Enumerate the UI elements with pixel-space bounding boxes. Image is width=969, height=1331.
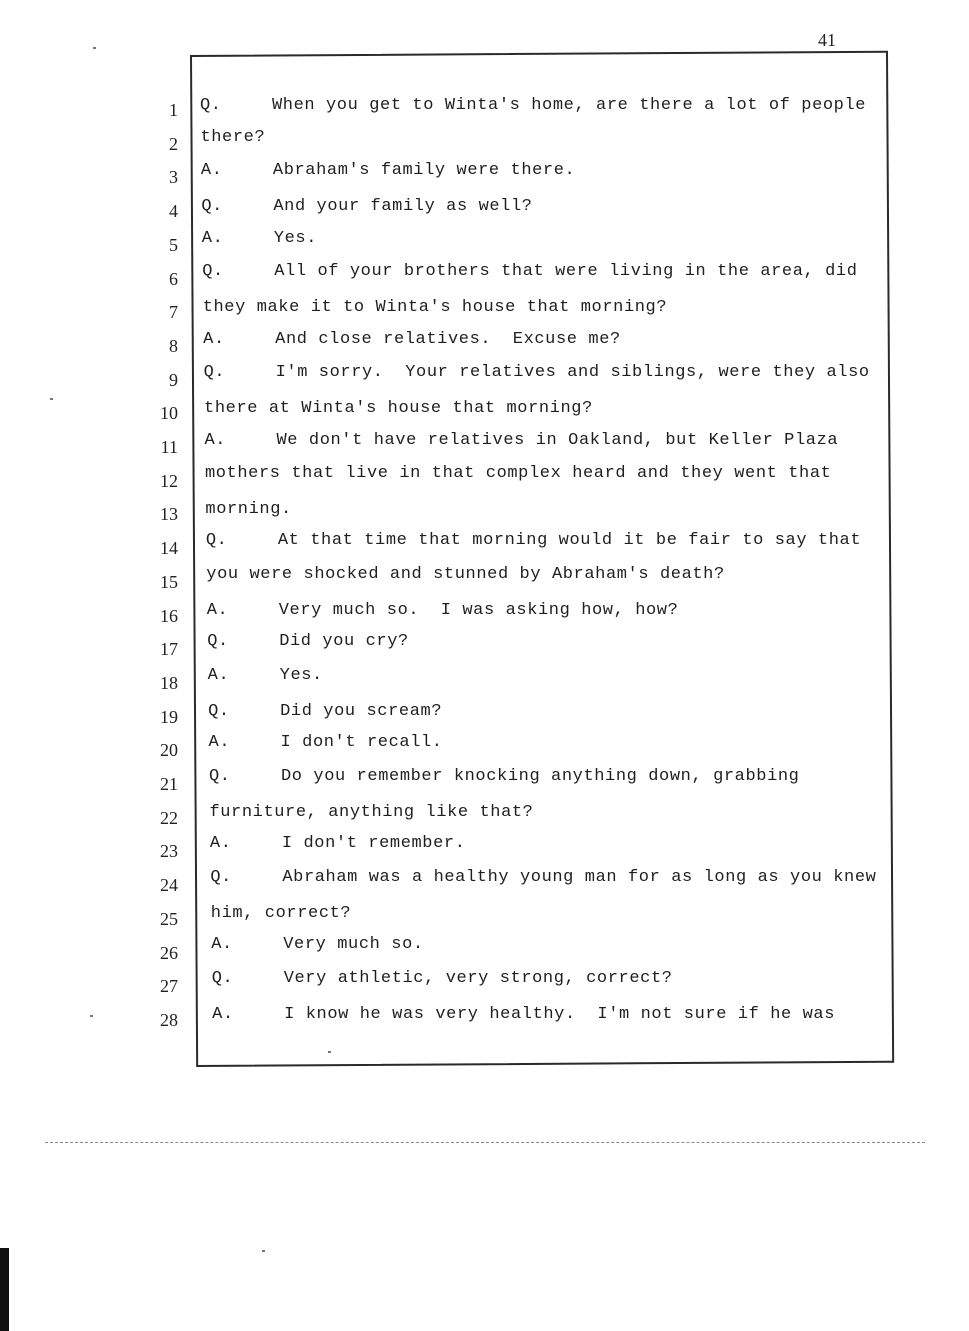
- line-text: [211, 904, 351, 923]
- testimony-text: We don't have relatives in Oakland, but Keller Plaza: [276, 430, 839, 450]
- line-text: [209, 733, 443, 752]
- transcript-line: [0, 760, 969, 793]
- transcript-line: [0, 322, 969, 355]
- speaker-label: Q.: [208, 701, 230, 721]
- transcript-line: [0, 827, 969, 860]
- line-number: 25: [160, 908, 178, 929]
- line-number: 7: [169, 302, 178, 323]
- transcript-line: [0, 861, 969, 894]
- line-text: [205, 464, 832, 483]
- scan-edge-mark: [0, 1248, 9, 1331]
- line-text: [203, 330, 621, 349]
- line-text: [212, 969, 673, 988]
- scan-speck: [262, 1250, 265, 1252]
- scan-speck: [328, 1051, 331, 1053]
- speaker-label: Q.: [205, 531, 228, 551]
- line-number: 17: [160, 639, 178, 660]
- line-number: 11: [160, 437, 178, 457]
- line-text: [212, 1005, 835, 1024]
- scan-speck: [50, 398, 53, 400]
- testimony-text: Very much so.: [283, 935, 424, 955]
- scan-artifact-line: [45, 1142, 925, 1143]
- speaker-label: Q.: [209, 767, 231, 786]
- scan-speck: [90, 1015, 93, 1017]
- speaker-label: Q.: [207, 632, 229, 652]
- line-text: [202, 262, 857, 281]
- line-number: 18: [160, 672, 178, 693]
- testimony-text: Do you remember knocking anything down, grabbing: [281, 767, 800, 786]
- testimony-text: I'm sorry. Your relatives and siblings, were they also: [275, 363, 870, 383]
- testimony-text: I don't remember.: [281, 834, 466, 854]
- speaker-label: Q.: [211, 968, 234, 988]
- line-number: 8: [169, 335, 178, 356]
- line-text: [208, 666, 323, 685]
- line-number: 27: [160, 976, 178, 997]
- transcript-line: [0, 962, 969, 995]
- speaker-label: Q.: [202, 262, 224, 282]
- line-text: [207, 601, 679, 620]
- line-text: [201, 161, 575, 180]
- testimony-text: I know he was very healthy. I'm not sure if he was: [284, 1004, 836, 1024]
- speaker-label: A.: [211, 935, 233, 955]
- testimony-text: And your family as well?: [273, 196, 533, 216]
- line-text: [206, 531, 861, 550]
- testimony-text: furniture, anything like that?: [209, 802, 534, 822]
- line-text: [202, 229, 317, 248]
- line-text: [209, 803, 533, 822]
- scan-speck: [93, 47, 96, 49]
- transcript-line: [0, 255, 969, 288]
- transcript-line: [0, 592, 969, 625]
- line-number: 14: [160, 538, 178, 559]
- testimony-text: All of your brothers that were living in the area, did: [274, 262, 858, 282]
- line-number: 28: [160, 1009, 178, 1030]
- line-text: [205, 500, 291, 519]
- line-text: [200, 96, 866, 115]
- line-number: 13: [160, 504, 178, 525]
- line-text: [203, 298, 667, 317]
- speaker-label: A.: [204, 430, 227, 450]
- speaker-label: Q.: [203, 363, 226, 383]
- line-text: [209, 767, 799, 786]
- testimony-text: you were shocked and stunned by Abraham's death?: [206, 565, 725, 585]
- line-number: 6: [169, 268, 178, 289]
- line-number: 16: [160, 605, 178, 626]
- line-number: 12: [160, 470, 178, 491]
- line-text: [204, 399, 593, 418]
- speaker-label: A.: [207, 666, 230, 686]
- speaker-label: Q.: [201, 196, 223, 216]
- testimony-text: Very athletic, very strong, correct?: [283, 968, 673, 988]
- transcript-line: [0, 524, 969, 557]
- speaker-label: A.: [201, 228, 224, 248]
- testimony-text: morning.: [205, 499, 292, 519]
- speaker-label: A.: [212, 1004, 234, 1024]
- transcript-line: [0, 389, 969, 422]
- testimony-text: him, correct?: [210, 903, 352, 923]
- line-text: [207, 632, 409, 651]
- line-number: 9: [169, 369, 178, 390]
- speaker-label: A.: [200, 161, 223, 181]
- line-number: 2: [169, 133, 178, 154]
- line-text: [210, 834, 466, 853]
- line-text: [204, 363, 870, 382]
- testimony-text: Did you cry?: [279, 632, 409, 652]
- line-text: [206, 565, 724, 584]
- testimony-text: At that time that morning would it be fair to say that: [277, 531, 862, 551]
- line-number: 5: [169, 234, 178, 255]
- line-number: 21: [160, 774, 178, 794]
- testimony-text: I don't recall.: [280, 733, 443, 753]
- transcript-line: [0, 423, 969, 456]
- line-number: 15: [160, 571, 178, 592]
- transcript-line: [0, 929, 969, 962]
- testimony-text: Yes.: [273, 228, 318, 248]
- testimony-text: Did you scream?: [280, 701, 443, 721]
- testimony-text: there?: [200, 127, 266, 147]
- transcript-line: [0, 996, 969, 1029]
- line-number: 1: [169, 100, 178, 120]
- speaker-label: Q.: [200, 96, 222, 115]
- transcript-line: [0, 625, 969, 658]
- transcript-line: [0, 558, 969, 591]
- line-text: [211, 935, 423, 954]
- line-number: 24: [160, 875, 178, 896]
- transcript-line: [0, 457, 969, 490]
- speaker-label: Q.: [210, 867, 232, 887]
- speaker-label: A.: [209, 834, 232, 854]
- line-text: [201, 197, 532, 216]
- testimony-text: Yes.: [279, 666, 323, 686]
- testimony-text: Abraham's family were there.: [272, 161, 576, 181]
- transcript-line: [0, 895, 969, 928]
- line-number: 22: [160, 807, 178, 828]
- speaker-label: A.: [208, 733, 231, 753]
- transcript-line: [0, 726, 969, 759]
- line-text: [210, 868, 876, 887]
- testimony-text: mothers that live in that complex heard and they went that: [204, 464, 832, 484]
- testimony-text: When you get to Winta's home, are there a lot of people: [272, 96, 867, 115]
- line-number: 10: [160, 403, 178, 424]
- line-number: 20: [160, 740, 178, 761]
- testimony-text: And close relatives. Excuse me?: [275, 329, 621, 349]
- transcript-line: [0, 659, 969, 692]
- speaker-label: A.: [206, 600, 229, 620]
- transcript-line: [0, 356, 969, 389]
- transcript-line: [0, 153, 969, 186]
- testimony-text: they make it to Winta's house that morning?: [202, 297, 668, 317]
- line-number: 19: [160, 706, 178, 727]
- line-number: 3: [169, 167, 178, 188]
- page-number: 41: [818, 30, 836, 50]
- line-text: [200, 128, 265, 147]
- speaker-label: A.: [203, 329, 225, 349]
- transcript-line: [0, 490, 969, 523]
- transcript-line: [0, 794, 969, 827]
- transcript-line: [0, 221, 969, 254]
- line-number: 26: [160, 942, 178, 963]
- transcript-line: [0, 288, 969, 321]
- transcript-line: [0, 120, 969, 153]
- line-number: 23: [160, 841, 178, 862]
- line-text: [208, 702, 442, 721]
- transcript-line: [0, 187, 969, 220]
- testimony-text: Very much so. I was asking how, how?: [278, 600, 679, 620]
- testimony-text: Abraham was a healthy young man for as long as you knew: [282, 867, 877, 887]
- testimony-text: there at Winta's house that morning?: [204, 398, 593, 418]
- line-number: 4: [169, 201, 178, 222]
- transcript-line: [0, 693, 969, 726]
- line-text: [205, 431, 839, 450]
- transcript-line: [0, 86, 969, 119]
